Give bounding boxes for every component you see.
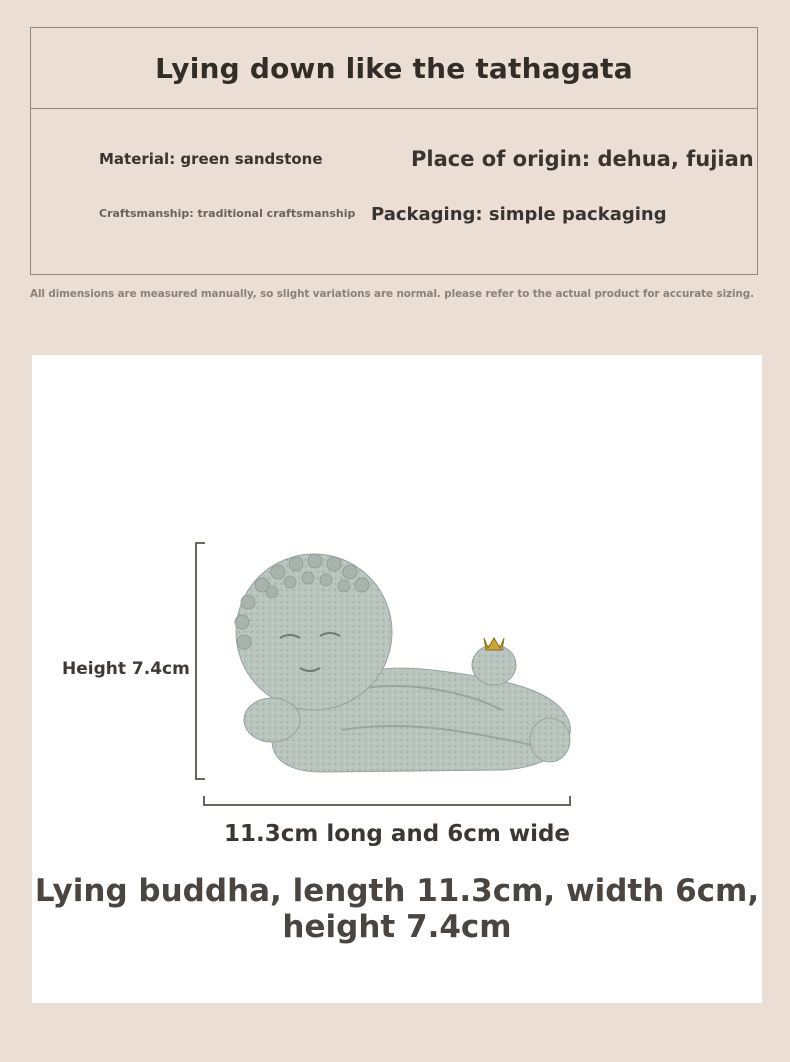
caption-line-1: Lying buddha, length 11.3cm, width 6cm,: [34, 873, 760, 909]
measurement-note: All dimensions are measured manually, so slight variations are normal. please refer to the actual product for accurate sizing.: [30, 288, 754, 300]
packaging-spec: Packaging: simple packaging: [371, 204, 667, 225]
caption-line-2: height 7.4cm: [282, 909, 512, 945]
spec-box: [30, 27, 758, 275]
dimensions-label: 11.3cm long and 6cm wide: [223, 821, 571, 847]
length-measure-cap-left: [203, 796, 205, 806]
height-measure-line: [195, 542, 197, 780]
product-caption: [32, 873, 762, 945]
length-measure-cap-right: [569, 796, 571, 806]
height-label: Height 7.4cm: [62, 659, 190, 679]
product-card: [32, 355, 762, 1003]
page-title: Lying down like the tathagata: [155, 51, 633, 85]
craftsmanship-spec: Craftsmanship: traditional craftsmanship: [99, 207, 356, 220]
origin-spec: Place of origin: dehua, fujian: [411, 147, 754, 171]
material-spec: Material: green sandstone: [99, 150, 323, 168]
reclining-buddha-statue-icon: [202, 540, 572, 785]
length-measure-line: [203, 804, 571, 806]
spec-title-row: [31, 28, 757, 109]
